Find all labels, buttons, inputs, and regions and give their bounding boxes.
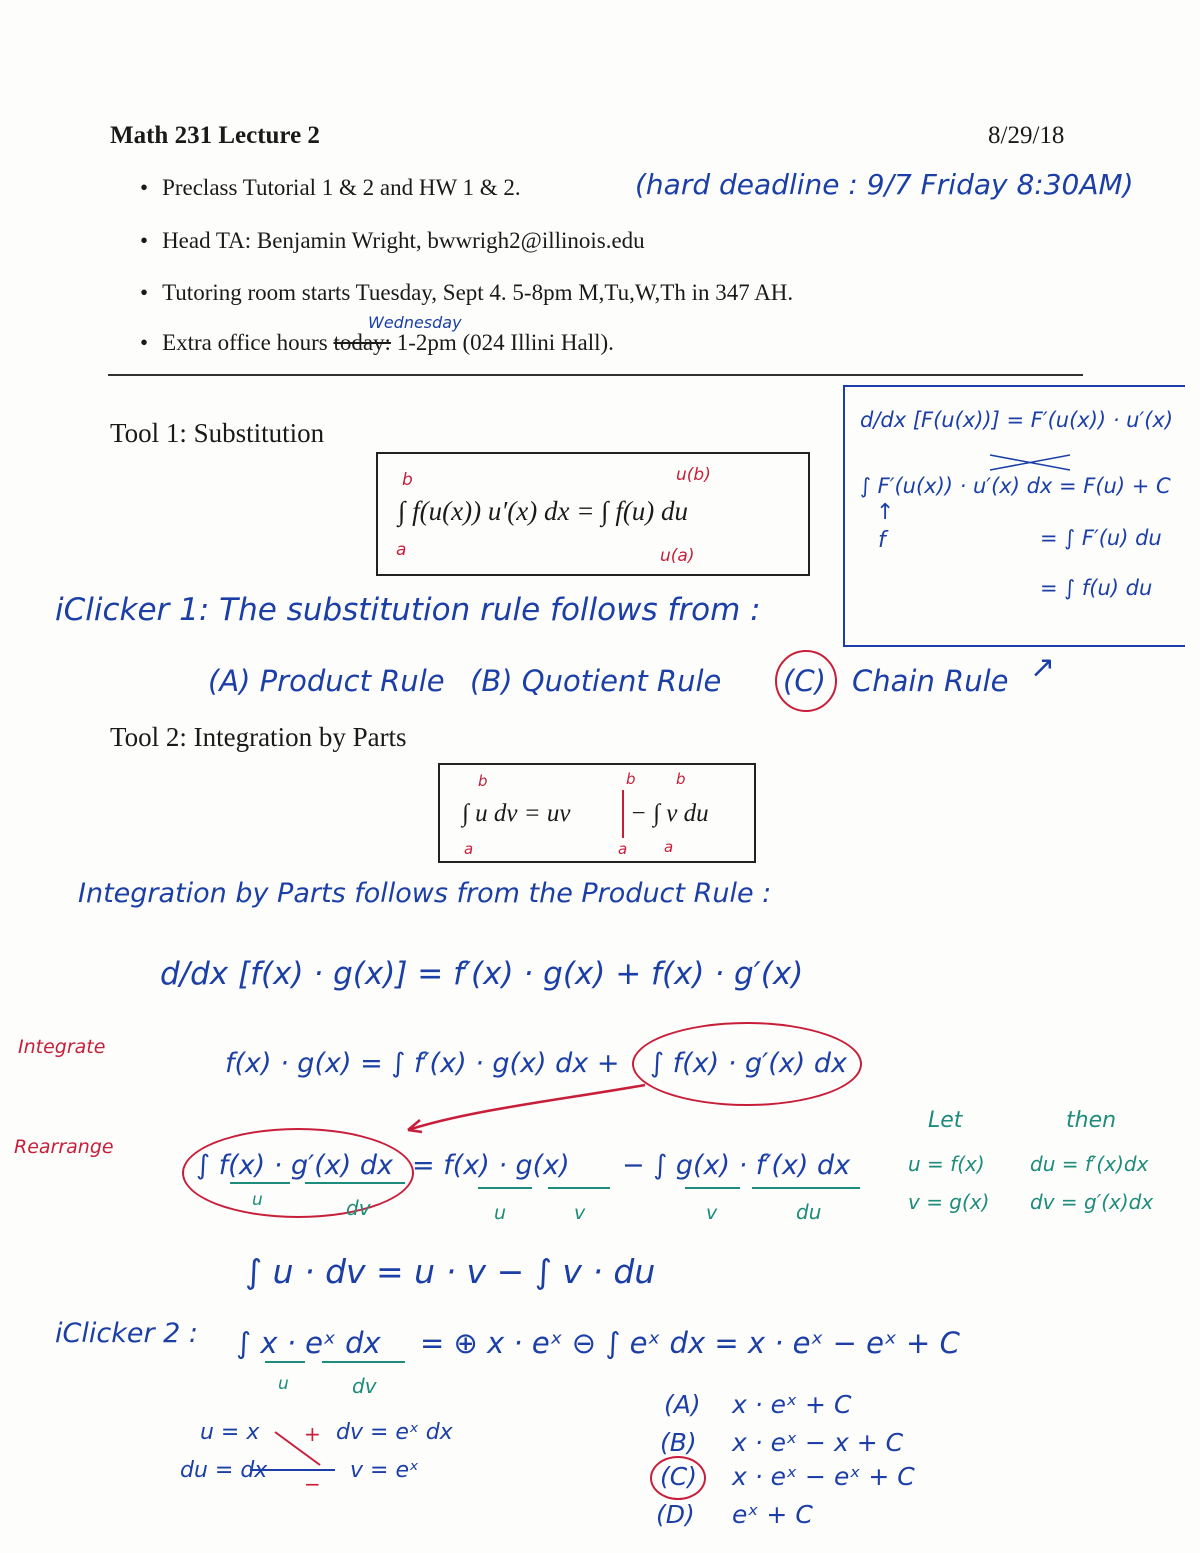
under-dv1: dv (346, 1196, 371, 1220)
let-u: u = f(x) (908, 1152, 985, 1176)
hook-arrow-icon: ↗ (1030, 650, 1056, 685)
chain-rule-integral: ∫ F′(u(x)) · u′(x) dx = F(u) + C (860, 474, 1171, 498)
chain-rule-step2: = ∫ F′(u) du (1040, 526, 1162, 550)
under-v2: v (574, 1202, 586, 1224)
then-label: then (1066, 1108, 1117, 1133)
curved-arrow (408, 1085, 645, 1130)
minus-sign: − (304, 1472, 321, 1496)
iclicker2-result: = ⊕ x · eˣ ⊖ ∫ eˣ dx = x · eˣ − eˣ + C (420, 1326, 960, 1360)
integrated-circled-term: ∫ f(x) · g′(x) dx (650, 1048, 847, 1079)
under-u1: u (252, 1190, 263, 1210)
bullet-tutoring-text: Tutoring room starts Tuesday, Sept 4. 5-8pm M,Tu,W,Th in 347 AH. (162, 280, 794, 305)
chain-rule-derivative: d/dx [F(u(x))] = F′(u(x)) · u′(x) (860, 408, 1174, 432)
let-label: Let (928, 1108, 963, 1133)
option-d-text: eˣ + C (732, 1500, 813, 1529)
chain-rule-f-label: f (878, 528, 886, 553)
up-arrow-icon: ↑ (876, 500, 895, 525)
bullet-preclass-text: Preclass Tutorial 1 & 2 and HW 1 & 2. (162, 175, 521, 200)
sub-limit-left-lower: a (396, 540, 407, 560)
deadline-note: (hard deadline : 9/7 Friday 8:30AM) (635, 168, 1134, 201)
office-hours-text-a: Extra office hours (162, 330, 334, 355)
option-c-label: (C) (660, 1462, 697, 1491)
under-u2: u (494, 1202, 507, 1224)
option-a-label: (A) (664, 1390, 701, 1419)
plus-sign: + (304, 1422, 321, 1446)
rearranged-right-a: = f(x) · g(x) (412, 1150, 570, 1181)
rearranged-circled-term: ∫ f(x) · g′(x) dx (196, 1150, 393, 1181)
then-dv: dv = g′(x)dx (1030, 1190, 1154, 1214)
parts-limit-upper-3: b (676, 770, 686, 788)
product-rule: d/dx [f(x) · g(x)] = f′(x) · g(x) + f(x) · g′(x) (160, 956, 804, 992)
iclicker2-integral: ∫ x · eˣ dx (236, 1326, 381, 1360)
office-hours-struck: today: (333, 330, 391, 355)
integrate-label: Integrate (18, 1036, 106, 1058)
table-du: du = dx (180, 1458, 268, 1483)
option-b-label: (B) (660, 1428, 697, 1457)
tool2-title: Tool 2: Integration by Parts (110, 722, 407, 752)
then-du: du = f′(x)dx (1030, 1152, 1149, 1176)
general-formula: ∫ u · dv = u · v − ∫ v · du (245, 1252, 656, 1291)
table-u: u = x (200, 1420, 260, 1445)
option-c-text: x · eˣ − eˣ + C (732, 1462, 915, 1491)
parts-formula-right: − ∫ v du (630, 800, 709, 827)
sub-limit-right-upper: u(b) (676, 465, 711, 485)
iclicker1-question: iClicker 1: The substitution rule follows from : (55, 592, 761, 628)
let-v: v = g(x) (908, 1190, 990, 1214)
parts-limit-lower-2: a (618, 840, 628, 858)
wednesday-note: Wednesday (368, 313, 462, 332)
tool1-title: Tool 1: Substitution (110, 418, 325, 448)
iclicker2-under-u: u (278, 1374, 289, 1394)
table-v: v = eˣ (350, 1458, 419, 1483)
iclicker2-label: iClicker 2 : (55, 1318, 198, 1349)
under-v3: v (706, 1202, 718, 1224)
page-title: Math 231 Lecture 2 (110, 122, 320, 149)
table-diagonal (275, 1432, 320, 1465)
parts-limit-upper-2: b (626, 770, 636, 788)
integrated-equation: f(x) · g(x) = ∫ f′(x) · g(x) dx + (225, 1048, 620, 1079)
option-d-label: (D) (656, 1500, 695, 1529)
chain-rule-step3: = ∫ f(u) du (1040, 576, 1153, 600)
office-hours-text-b: 1-2pm (024 Illini Hall). (390, 330, 614, 355)
option-a-text: x · eˣ + C (732, 1390, 852, 1419)
sub-limit-right-lower: u(a) (660, 546, 695, 566)
rearranged-right-b: − ∫ g(x) · f′(x) dx (622, 1150, 851, 1181)
option-b-text: x · eˣ − x + C (732, 1428, 904, 1457)
lecture-date: 8/29/18 (988, 122, 1065, 149)
sub-limit-left-upper: b (402, 470, 413, 490)
iclicker1-option-a: (A) Product Rule (208, 664, 445, 698)
parts-limit-lower-1: a (464, 840, 474, 858)
iclicker1-option-c-text: Chain Rule (852, 664, 1009, 698)
iclicker2-under-dv: dv (352, 1374, 377, 1398)
iclicker1-option-c-label: (C) (783, 664, 826, 698)
parts-formula-left: ∫ u dv = uv (462, 800, 571, 827)
parts-limit-lower-3: a (664, 838, 674, 856)
table-dv: dv = eˣ dx (336, 1420, 453, 1445)
bullet-head-ta-text: Head TA: Benjamin Wright, bwwrigh2@illinois.edu (162, 228, 645, 253)
parts-limit-upper-1: b (478, 772, 488, 790)
rearrange-label: Rearrange (14, 1136, 114, 1158)
substitution-formula: ∫ f(u(x)) u′(x) dx = ∫ f(u) du (398, 496, 689, 526)
parts-heading: Integration by Parts follows from the Product Rule : (78, 878, 772, 909)
iclicker1-option-b: (B) Quotient Rule (470, 664, 722, 698)
under-du3: du (796, 1200, 822, 1224)
